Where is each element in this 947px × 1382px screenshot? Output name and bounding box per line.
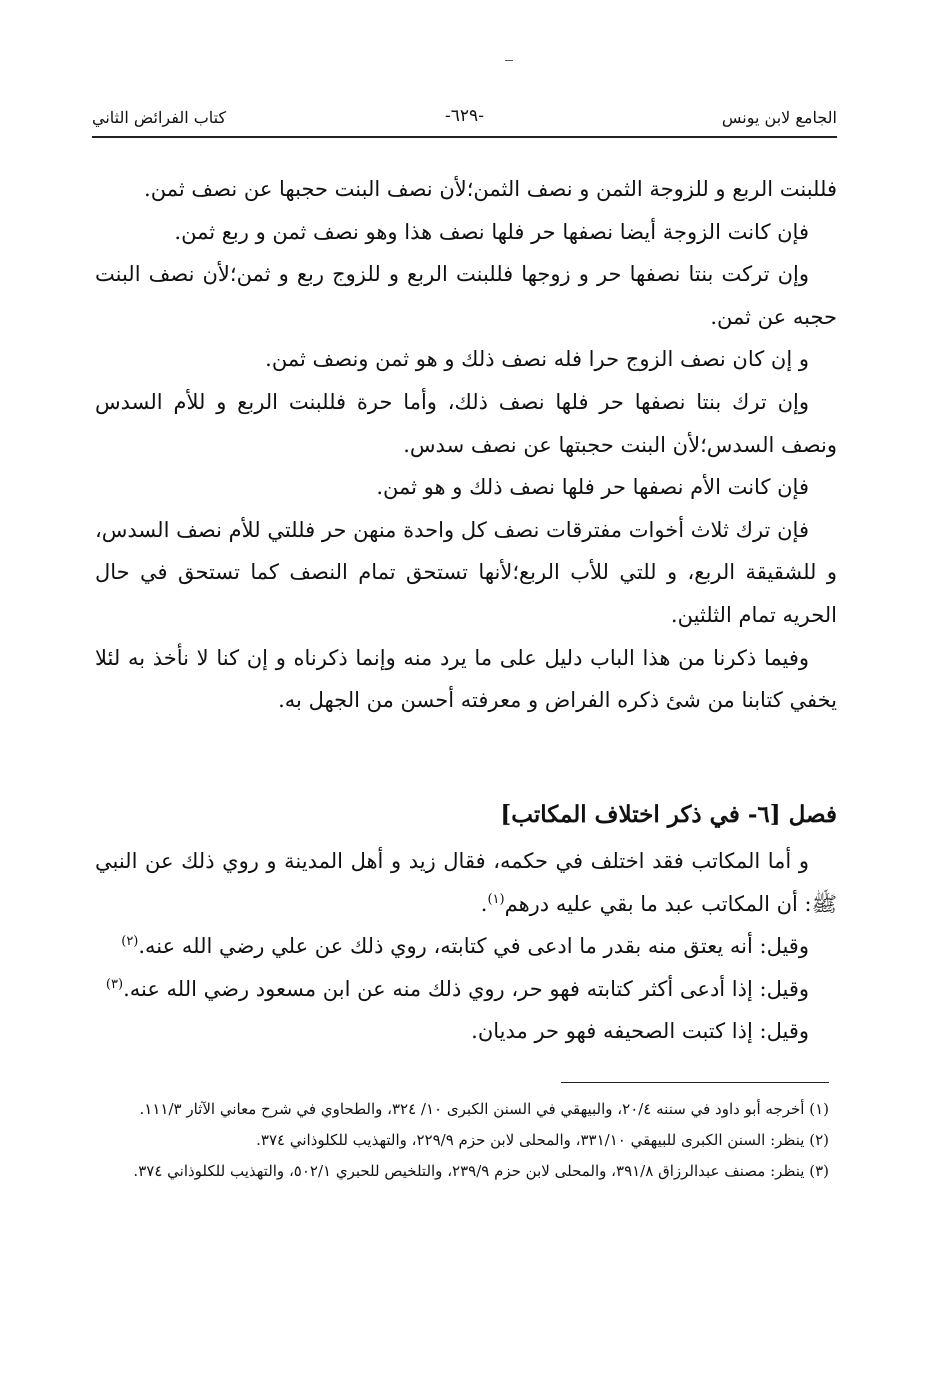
main-text xyxy=(95,168,837,722)
footnote-ref: (٢) xyxy=(121,934,139,950)
paragraph: وفيما ذكرنا من هذا الباب دليل على ما يرد منه وإنما ذكرناه و إن كنا لا نأخذ به لئلا يخفي كتابنا من شئ ذكره الفراض و معرفته أحسن من الجهل به. xyxy=(95,645,837,713)
paragraph xyxy=(95,925,837,968)
footnote-ref: (١) xyxy=(487,891,505,907)
footnotes xyxy=(95,1094,829,1187)
paragraph: فإن كانت الأم نصفها حر فلها نصف ذلك و هو ثمن. xyxy=(376,475,809,500)
header-book-title: الجامع لابن يونس xyxy=(721,108,837,127)
footnote-ref: (٣) xyxy=(105,976,124,992)
section-heading: فصل [٦- في ذكر اختلاف المكاتب] xyxy=(500,801,837,828)
header-chapter-title: كتاب الفرائض الثاني xyxy=(92,108,227,127)
paragraph xyxy=(95,968,837,1011)
paragraph: فللبنت الربع و للزوجة الثمن و نصف الثمن؛لأن نصف البنت حجبها عن نصف ثمن. xyxy=(144,177,837,201)
paragraph-text: وقيل: أنه يعتق منه بقدر ما ادعى في كتابته، روي ذلك عن علي رضي الله عنه. xyxy=(138,934,809,959)
footnote-divider xyxy=(561,1082,829,1083)
footnote: (١) أخرجه أبو داود في سننه ٢٠/٤، والبيهقي في السنن الكبرى ١٠/ ٣٢٤، والطحاوي في شرح معاني الآثار ١١١/٣. xyxy=(139,1100,829,1118)
paragraph: وقيل: إذا كتبت الصحيفه فهو حر مديان. xyxy=(471,1019,809,1044)
scan-mark xyxy=(505,60,513,61)
page-number: -٦٢٩- xyxy=(445,106,484,126)
section-text xyxy=(95,840,837,1053)
paragraph: و إن كان نصف الزوج حرا فله نصف ذلك و هو ثمن ونصف ثمن. xyxy=(265,347,809,372)
footnote: (٣) ينظر: مصنف عبدالرزاق ٣٩١/٨، والمحلى لابن حزم ٢٣٩/٩، والتلخيص للحبري ٥٠٢/١، والتهذيب للكلوذاني ٣٧٤. xyxy=(133,1162,829,1180)
paragraph-text: و أما المكاتب فقد اختلف في حكمه، فقال زيد و أهل المدينة و روي ذلك عن النبي ﷺ: أن المكاتب عبد ما بقي عليه درهم xyxy=(95,849,837,916)
paragraph: وإن تركت بنتا نصفها حر و زوجها فللبنت الربع و للزوج ربع و ثمن؛لأن نصف البنت حجبه عن ثمن. xyxy=(95,262,837,329)
paragraph-end: . xyxy=(480,891,488,916)
paragraph-text: وقيل: إذا أدعى أكثر كتابته فهو حر، روي ذلك منه عن ابن مسعود رضي الله عنه. xyxy=(123,976,809,1001)
header-divider xyxy=(92,136,837,138)
running-header xyxy=(92,104,837,132)
paragraph xyxy=(95,840,837,925)
paragraph: وإن ترك بنتا نصفها حر فلها نصف ذلك، وأما حرة فللبنت الربع و للأم السدس ونصف السدس؛لأن البنت حجبتها عن نصف سدس. xyxy=(95,389,837,457)
paragraph: فإن ترك ثلاث أخوات مفترقات نصف كل واحدة منهن حر فللتي للأم نصف السدس، و للشقيقة الربع، و للتي للأب الربع؛لأنها تستحق تمام النصف كما تستحق في حال الحريه تمام الثلثين. xyxy=(95,517,837,627)
footnote: (٢) ينظر: السنن الكبرى للبيهقي ٣٣١/١٠، والمحلى لابن حزم ٢٢٩/٩، والتهذيب للكلوذاني ٣٧٤. xyxy=(256,1131,829,1149)
paragraph: فإن كانت الزوجة أيضا نصفها حر فلها نصف هذا وهو نصف ثمن و ربع ثمن. xyxy=(174,219,809,244)
